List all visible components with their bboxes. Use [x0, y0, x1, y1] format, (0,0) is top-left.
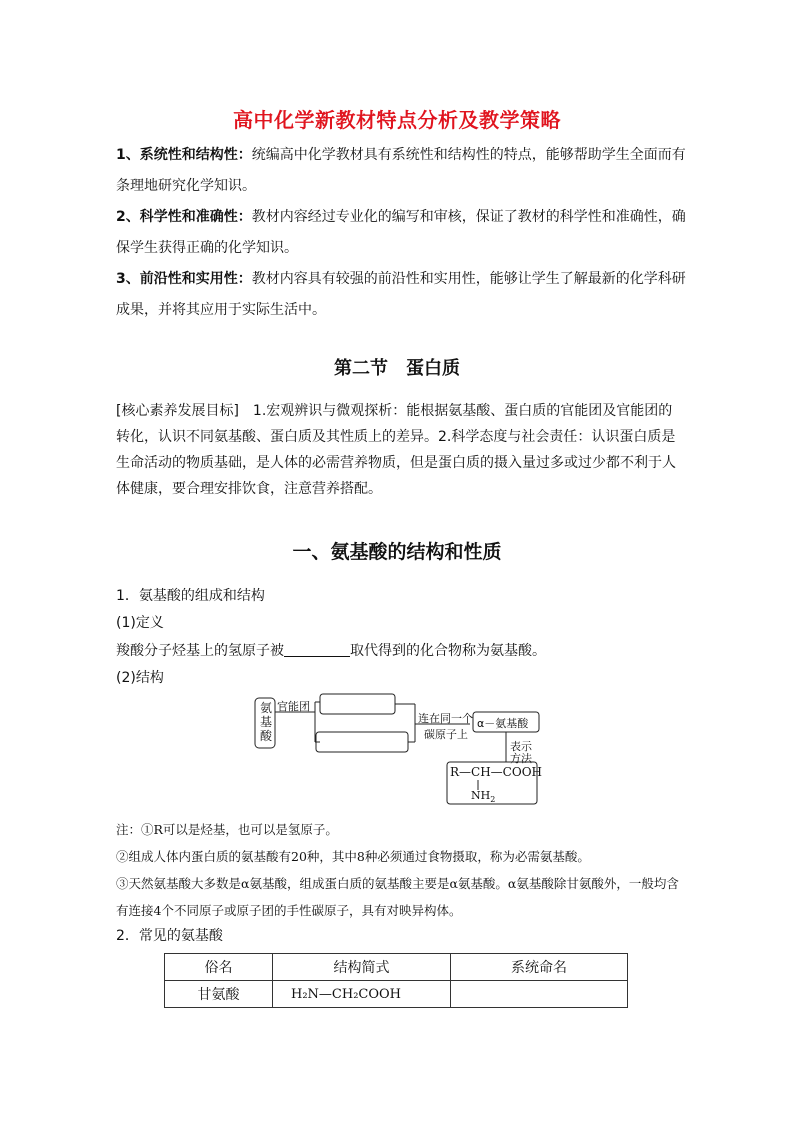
formula-amine — [471, 789, 495, 804]
page-title: 高中化学新教材特点分析及教学策略 — [233, 108, 561, 132]
feature-paragraph — [116, 202, 686, 264]
connector-bottom: 碳原子上 — [424, 728, 468, 741]
formula-sub-index: 2 — [490, 795, 496, 805]
note-1: 注：①R可以是烃基，也可以是氢原子。 — [116, 822, 338, 837]
feature-text: 统编高中化学教材具有系统性和结构性的特点，能够帮助学生全面而有条理地研究化学知识。 — [116, 147, 686, 194]
amino-char: 氨 — [259, 701, 272, 715]
representation-bottom: 方法 — [510, 752, 532, 765]
table-header: 系统命名 — [451, 954, 628, 981]
feature-label: 2、科学性和准确性： — [116, 209, 252, 225]
section-title: 第二节 蛋白质 — [334, 358, 460, 379]
feature-text: 教材内容具有较强的前沿性和实用性，能够让学生了解最新的化学科研成果，并将其应用于实际生活中。 — [116, 271, 686, 318]
table-row — [165, 981, 628, 1008]
formula-sub: NH — [471, 789, 491, 802]
definition-after: 取代得到的化合物称为氨基酸。 — [350, 643, 546, 659]
amino-acid-table — [164, 953, 628, 1008]
amino-char: 基 — [259, 715, 272, 729]
definition-label: (1)定义 — [116, 615, 164, 631]
feature-paragraph — [116, 140, 686, 202]
table-cell-formula: H₂N—CH₂COOH — [273, 981, 451, 1008]
feature-paragraph — [116, 264, 686, 326]
table-header: 结构简式 — [273, 954, 451, 981]
part1-heading: 1．氨基酸的组成和结构 — [116, 588, 265, 604]
table-header-row — [165, 954, 628, 981]
table-cell-name: 甘氨酸 — [165, 981, 273, 1008]
note-2: ②组成人体内蛋白质的氨基酸有20种，其中8种必须通过食物摄取，称为必需氨基酸。 — [116, 849, 590, 864]
amino-acid-box — [258, 701, 274, 743]
definition-before: 羧酸分子烃基上的氢原子被 — [116, 643, 284, 659]
definition-text — [116, 641, 546, 661]
alpha-amino-acid-box: α－氨基酸 — [477, 717, 529, 730]
part2-heading: 2．常见的氨基酸 — [116, 928, 223, 944]
structure-label: (2)结构 — [116, 670, 164, 686]
table-header: 俗名 — [165, 954, 273, 981]
fill-blank[interactable] — [284, 642, 350, 657]
feature-label: 3、前沿性和实用性： — [116, 271, 252, 287]
connector-top: 连在同一个 — [418, 712, 473, 725]
note-3: ③天然氨基酸大多数是α氨基酸，组成蛋白质的氨基酸主要是α氨基酸。α氨基酸除甘氨酸外，一般均含有连接4个不同原子或原子团的手性碳原子，具有对映异构体。 — [116, 876, 679, 918]
core-goals: [核心素养发展目标] 1.宏观辨识与微观探析：能根据氨基酸、蛋白质的官能团及官能团的转化，认识不同氨基酸、蛋白质及其性质上的差异。2.科学态度与社会责任：认识蛋白质是生命活动的物质基础，是人体的必需营养物质，但是蛋白质的摄入量过多或过少都不利于人体健康，要合理安排饮食，注意营养搭配。 — [116, 403, 676, 497]
structure-diagram — [250, 692, 550, 810]
subsection-title: 一、氨基酸的结构和性质 — [292, 541, 502, 563]
feature-label: 1、系统性和结构性： — [116, 147, 252, 163]
feature-text: 教材内容经过专业化的编写和审核，保证了教材的科学性和准确性，确保学生获得正确的化学知识。 — [116, 209, 686, 256]
functional-group-label: 官能团 — [277, 700, 310, 713]
formula-main: R—CH—COOH — [450, 765, 543, 779]
amino-char: 酸 — [259, 729, 272, 743]
table-cell-system[interactable] — [451, 981, 628, 1008]
representation-top: 表示 — [510, 740, 532, 753]
